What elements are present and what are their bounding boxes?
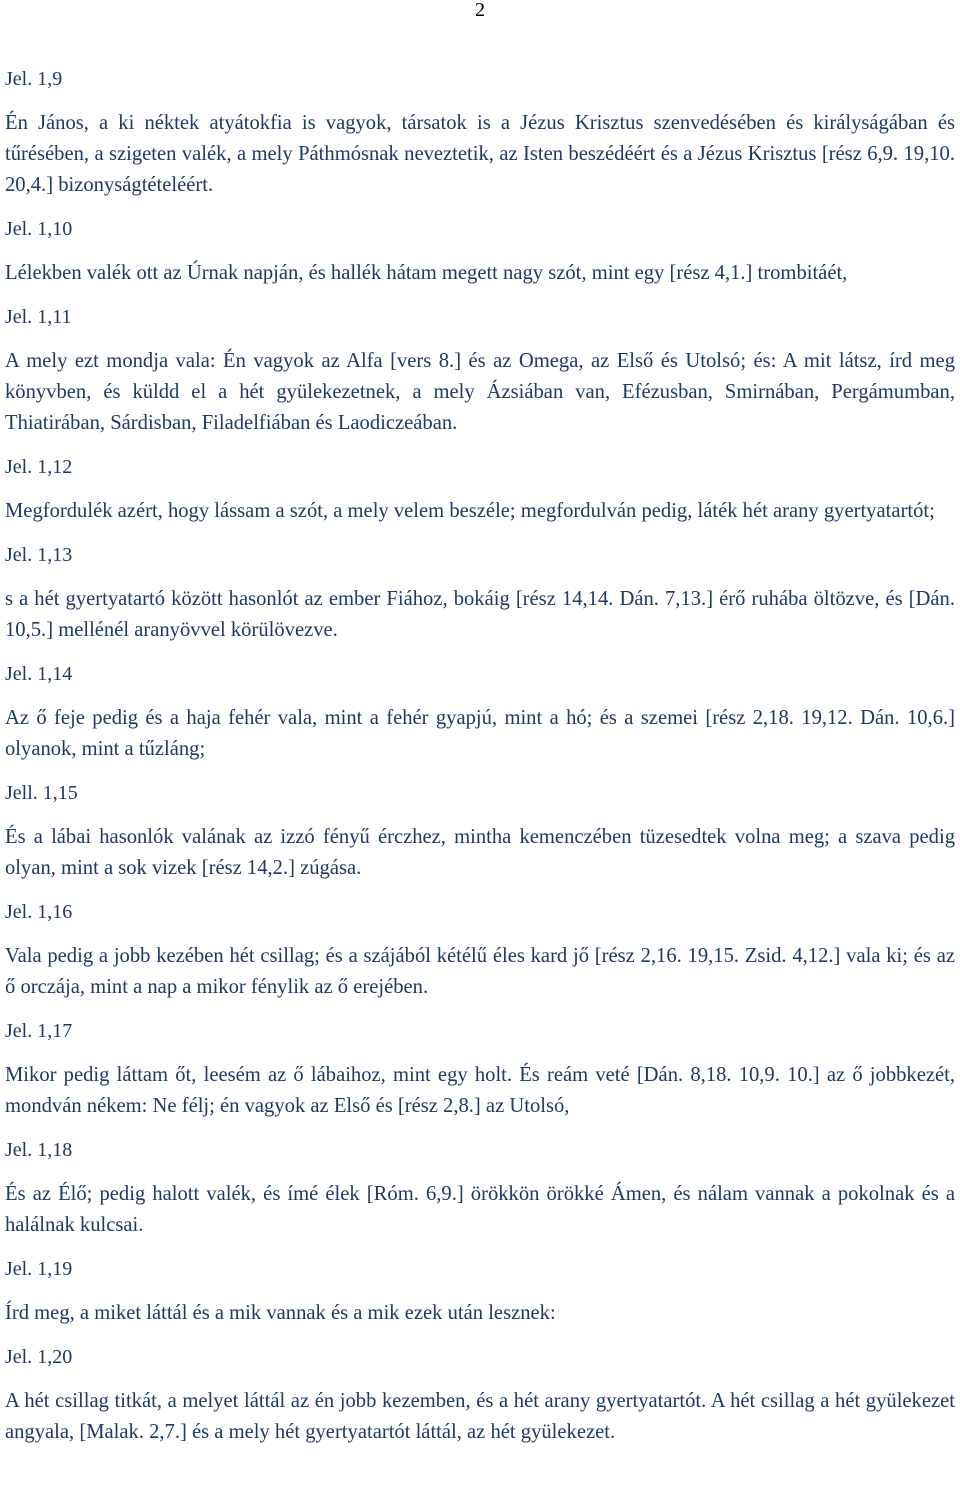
verse-reference: Jel. 1,12 — [5, 456, 73, 478]
verse-reference: Jel. 1,10 — [5, 218, 73, 240]
verse-reference: Jel. 1,9 — [5, 68, 63, 90]
verse-text: És az Élő; pedig halott valék, és ímé élek [Róm. 6,9.] örökkön örökké Ámen, és nálam vannak a pokolnak és a halálnak kulcsai. — [5, 1183, 955, 1236]
verse-reference: Jel. 1,19 — [5, 1258, 73, 1280]
verse-section — [5, 1254, 955, 1329]
verse-text: A mely ezt mondja vala: Én vagyok az Alfa [vers 8.] és az Omega, az Első és Utolsó; és: A mit látsz, írd meg könyvben, és küldd el a hét gyülekezetnek, a mely Ázsiában van, Efézusban, Smirnában, Pergámumban, Thiatirában, Sárdisban, Filadelfiában és Laodiczeában. — [5, 350, 955, 434]
verse-section — [5, 452, 955, 527]
verse-text: Lélekben valék ott az Úrnak napján, és hallék hátam megett nagy szót, mint egy [rész 4,1.] trombitáét, — [5, 262, 848, 284]
verse-text: A hét csillag titkát, a melyet láttál az én jobb kezemben, és a hét arany gyertyatartót. A hét csillag a hét gyülekezet angyala, [Malak. 2,7.] és a mely hét gyertyatartót láttál, az hét gyülekezet. — [5, 1390, 955, 1443]
verse-text: És a lábai hasonlók valának az izzó fényű érczhez, mintha kemenczében tüzesedtek volna meg; a szava pedig olyan, mint a sok vizek [rész 14,2.] zúgása. — [5, 826, 955, 879]
verse-section — [5, 64, 955, 201]
verse-section — [5, 540, 955, 646]
verse-reference: Jel. 1,11 — [5, 306, 72, 328]
verse-section — [5, 1016, 955, 1122]
verse-text: Mikor pedig láttam őt, leesém az ő lábaihoz, mint egy holt. És reám veté [Dán. 8,18. 10,9. 10.] az ő jobbkezét, mondván nékem: Ne félj; én vagyok az Első és [rész 2,8.] az Utolsó, — [5, 1064, 955, 1117]
verse-section — [5, 778, 955, 884]
verse-reference: Jel. 1,18 — [5, 1139, 73, 1161]
verse-section — [5, 1342, 955, 1448]
verse-text: Én János, a ki néktek atyátokfia is vagyok, társatok is a Jézus Krisztus szenvedésében és királyságában és tűrésében, a szigeten valék, a mely Páthmósnak neveztetik, az Isten beszédéért és a Jézus Krisztus [rész 6,9. 19,10. 20,4.] bizonyságtételéért. — [5, 112, 955, 196]
verse-text: s a hét gyertyatartó között hasonlót az ember Fiához, bokáig [rész 14,14. Dán. 7,13.] érő ruhába öltözve, és [Dán. 10,5.] mellénél aranyövvel körülövezve. — [5, 588, 955, 641]
verse-section — [5, 897, 955, 1003]
verse-text: Írd meg, a miket láttál és a mik vannak és a mik ezek után lesznek: — [5, 1302, 556, 1324]
verse-reference: Jell. 1,15 — [5, 782, 78, 804]
verse-reference: Jel. 1,17 — [5, 1020, 73, 1042]
verse-reference: Jel. 1,20 — [5, 1346, 73, 1368]
page-number: 2 — [475, 0, 485, 21]
document-body — [5, 64, 955, 1461]
verse-section — [5, 214, 955, 289]
verse-section — [5, 659, 955, 765]
verse-reference: Jel. 1,16 — [5, 901, 73, 923]
verse-reference: Jel. 1,13 — [5, 544, 73, 566]
verse-reference: Jel. 1,14 — [5, 663, 73, 685]
verse-section — [5, 302, 955, 439]
verse-text: Az ő feje pedig és a haja fehér vala, mint a fehér gyapjú, mint a hó; és a szemei [rész 2,18. 19,12. Dán. 10,6.] olyanok, mint a tűzláng; — [5, 707, 955, 760]
verse-section — [5, 1135, 955, 1241]
verse-text: Megfordulék azért, hogy lássam a szót, a mely velem beszéle; megfordulván pedig, láték hét arany gyertyatartót; — [5, 500, 935, 522]
verse-text: Vala pedig a jobb kezében hét csillag; és a szájából kétélű éles kard jő [rész 2,16. 19,15. Zsid. 4,12.] vala ki; és az ő orczája, mint a nap a mikor fénylik az ő erejében. — [5, 945, 955, 998]
